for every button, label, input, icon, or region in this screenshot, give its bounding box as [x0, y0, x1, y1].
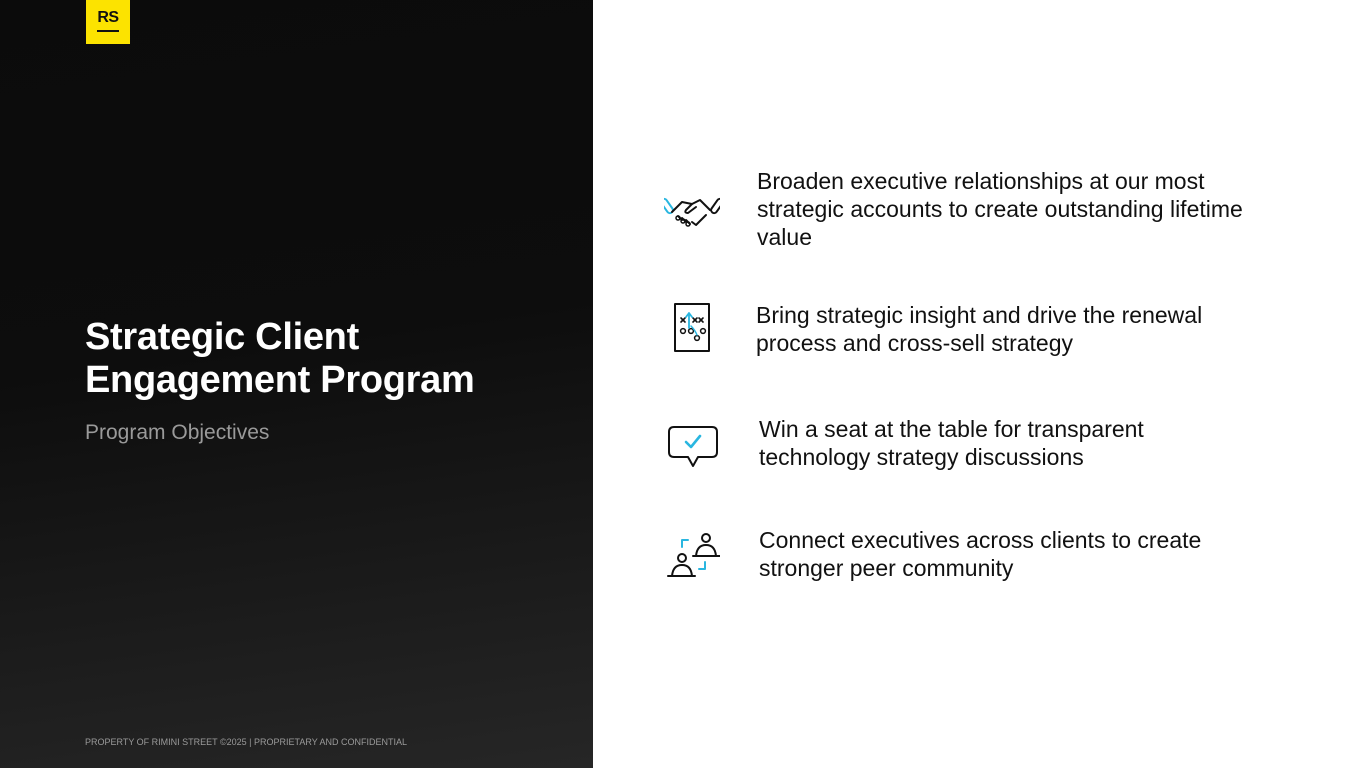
chat-check-icon — [664, 416, 720, 472]
playbook-icon — [664, 300, 720, 356]
slide-title: Strategic Client Engagement Program — [85, 316, 475, 401]
objective-text-1: Broaden executive relationships at our most strategic accounts to create outstanding lifetime value — [757, 168, 1243, 250]
objective-text-3: Win a seat at the table for transparent technology strategy discussions — [759, 416, 1144, 470]
handshake-icon — [664, 180, 720, 236]
confidentiality-footer: PROPERTY OF RIMINI STREET ©2025 | PROPRIETARY AND CONFIDENTIAL — [85, 737, 408, 747]
objective-text-2: Bring strategic insight and drive the renewal process and cross-sell strategy — [756, 302, 1203, 356]
logo-underline — [97, 30, 119, 32]
slide-subtitle: Program Objectives — [85, 421, 270, 444]
title-panel — [0, 0, 593, 768]
peer-connect-icon — [664, 527, 720, 583]
objective-text-4: Connect executives across clients to create stronger peer community — [759, 527, 1202, 581]
rimini-street-logo — [86, 0, 130, 44]
logo-text: RS — [97, 9, 119, 26]
